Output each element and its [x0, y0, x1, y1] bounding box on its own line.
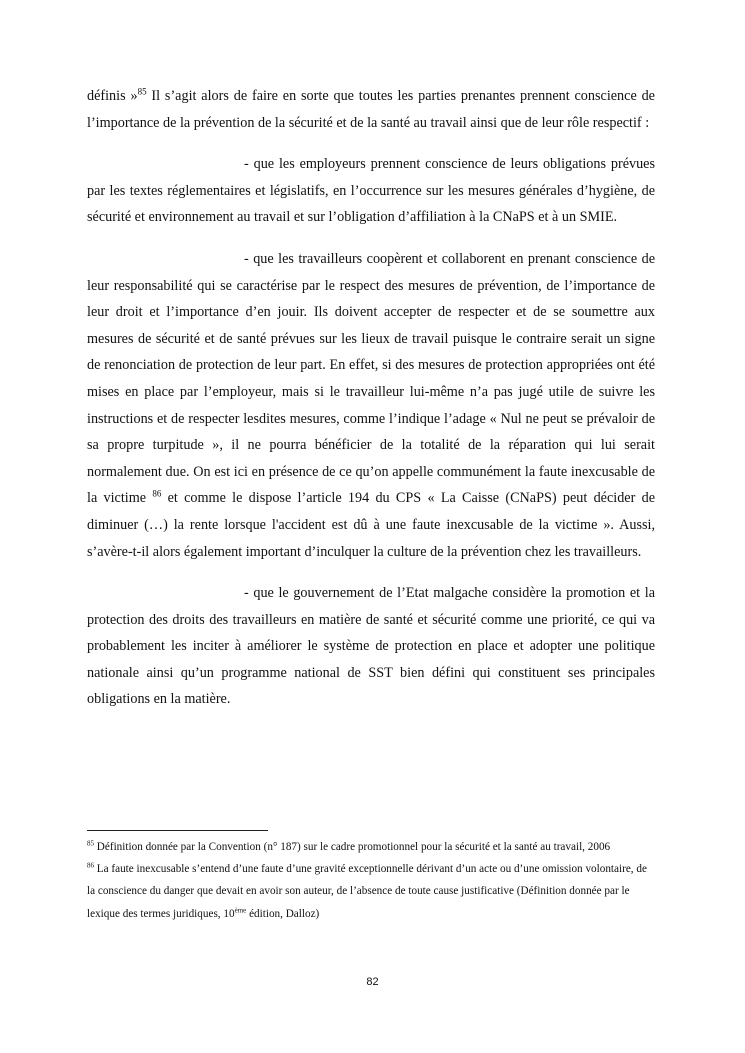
body-text — [87, 83, 655, 713]
paragraph-government: - que le gouvernement de l’Etat malgache considère la promotion et la protection des droits des travailleurs en matière de santé et sécurité comme une priorité, ce qui va probablement les inciter à améliorer le système de protection en place et adopter une politique nationale ainsi qu’un programme national de SST bien défini qui constituent ses principales obligations en la matière. — [87, 585, 655, 708]
footnote-separator — [87, 830, 268, 831]
page-number: 82 — [366, 976, 379, 988]
paragraph-intro: définis »$^{85}$ Il s’agit alors de faire en sorte que toutes les parties prenantes prennent conscience de l’importance de la prévention de la sécurité et de la santé au travail ainsi que de leur rôle respectif : — [87, 86, 655, 131]
footnote-86: $^{86}$ La faute inexcusable s’entend d’une faute d’une gravité exceptionnelle dérivant d’un acte ou d’une omission volontaire, de la conscience du danger que devait en avoir son auteur, de l’absence de toute cause justificative (Définition donnée par le lexique des termes juridiques, 10ème édition, Dalloz) — [87, 861, 647, 920]
paragraph-workers: - que les travailleurs coopèrent et collaborent en prenant conscience de leur responsabilité qui se caractérise par le respect des mesures de prévention, de l’importance de leur droit et l’importance d’en jouir. Ils doivent accepter de respecter et de se soumettre aux mesures de sécurité et de santé prévues sur les lieux de travail puisque le contraire serait un signe de renonciation de protection de leur part. En effet, si des mesures de protection appropriées ont été mises en place par l’employeur, mais si le travailleur lui-même n’a pas jugé utile de suivre les instructions et de respecter lesdites mesures, comme l’indique l’adage « Nul ne peut se prévaloir de sa propre turpitude », il ne pourra bénéficier de la totalité de la réparation qui lui serait normalement due. On est ici en présence de ce qu’on appelle communément la faute inexcusable de la victime $^{86}$ et comme le dispose l’article 194 du CPS « La Caisse (CNaPS) peut décider de diminuer (…) la rente lorsque l'accident est dû à une faute inexcusable de la victime ». Aussi, s’avère-t-il alors également important d’inculquer la culture de la prévention chez les travailleurs. — [87, 250, 655, 560]
footnote-ref-86: 86 — [152, 488, 162, 499]
footnote-ref-85: 85 — [137, 86, 147, 97]
paragraph-employers: - que les employeurs prennent conscience de leurs obligations prévues par les textes réglementaires et législatifs, en l’occurrence sur les mesures générales d’hygiène, de sécurité et environnement au travail et sur l’obligation d’affiliation à la CNaPS et à un SMIE. — [87, 156, 655, 226]
footnote-85: $^{85}$ Définition donnée par la Convention (n° 187) sur le cadre promotionnel pour la sécurité et la santé au travail, 2006 — [87, 839, 611, 853]
footnotes — [87, 836, 655, 925]
